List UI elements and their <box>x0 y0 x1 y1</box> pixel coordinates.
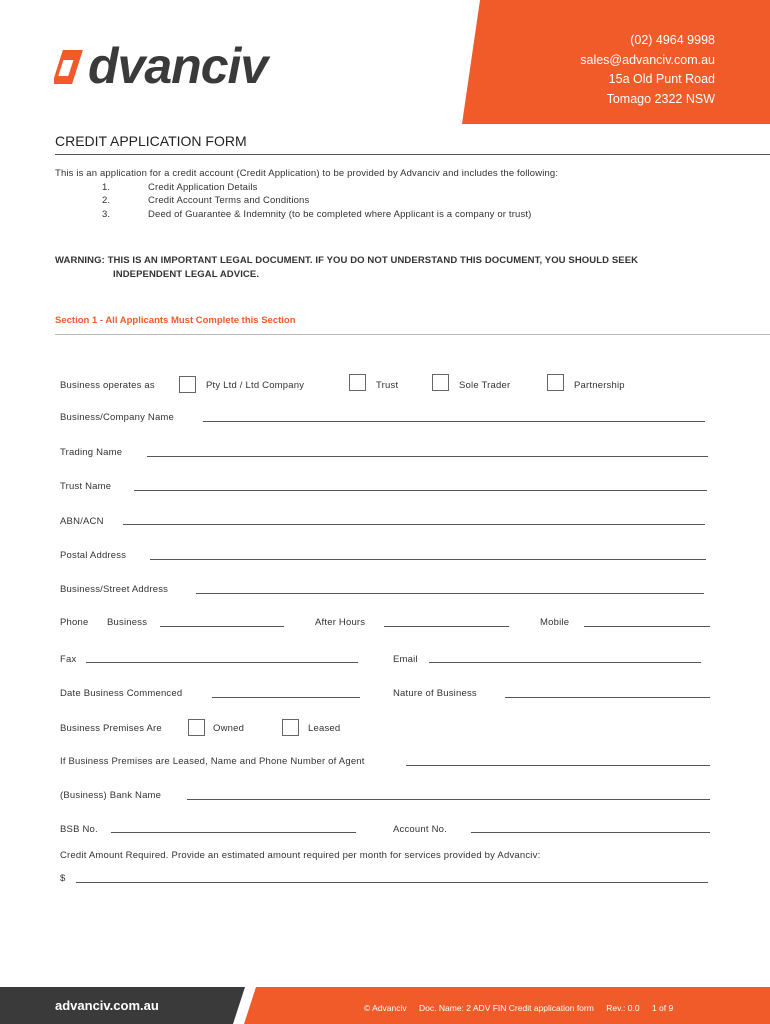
trust-name-field[interactable] <box>134 490 707 491</box>
premises-label: Business Premises Are <box>60 723 162 734</box>
logo-a-icon <box>54 42 86 90</box>
partnership-checkbox[interactable] <box>547 374 564 391</box>
owned-checkbox[interactable] <box>188 719 205 736</box>
street-address-label: Business/Street Address <box>60 584 169 595</box>
postal-address-label: Postal Address <box>60 550 127 561</box>
email-field[interactable] <box>429 662 701 663</box>
pty-ltd-checkbox[interactable] <box>179 376 196 393</box>
partnership-label: Partnership <box>574 380 625 391</box>
phone-label: Phone <box>60 617 89 628</box>
abn-field[interactable] <box>123 524 705 525</box>
mobile-label: Mobile <box>540 617 570 628</box>
trust-name-label: Trust Name <box>60 481 112 492</box>
pty-ltd-label: Pty Ltd / Ltd Company <box>206 380 305 391</box>
trust-label: Trust <box>376 380 399 391</box>
footer-page-number: 1 of 9 <box>651 1003 674 1013</box>
leased-label: Leased <box>308 723 341 734</box>
contact-email: sales@advanciv.com.au <box>580 52 715 67</box>
agent-field[interactable] <box>406 765 710 766</box>
date-commenced-label: Date Business Commenced <box>60 688 183 699</box>
sole-trader-label: Sole Trader <box>459 380 511 391</box>
intro-list <box>55 181 558 222</box>
account-number-label: Account No. <box>393 824 447 835</box>
footer-doc-name: Doc. Name: 2 ADV FIN Credit application form <box>419 1003 594 1013</box>
owned-label: Owned <box>213 723 245 734</box>
email-label: Email <box>393 654 418 665</box>
trading-name-field[interactable] <box>147 456 708 457</box>
dollar-sign: $ <box>60 873 66 884</box>
bsb-field[interactable] <box>111 832 356 833</box>
legal-warning: WARNING: THIS IS AN IMPORTANT LEGAL DOCUMENT. IF YOU DO NOT UNDERSTAND THIS DOCUMENT, YOU SHOULD SEEK INDEPENDENT LEGAL ADVICE. <box>55 255 639 280</box>
postal-address-field[interactable] <box>150 559 706 560</box>
sole-trader-checkbox[interactable] <box>432 374 449 391</box>
mobile-field[interactable] <box>584 626 710 627</box>
contact-phone: (02) 4964 9998 <box>630 33 715 47</box>
page-title: CREDIT APPLICATION FORM <box>55 133 247 149</box>
business-operates-label: Business operates as <box>60 380 155 391</box>
title-divider <box>55 154 770 155</box>
contact-block <box>580 31 715 109</box>
after-hours-field[interactable] <box>384 626 509 627</box>
after-hours-label: After Hours <box>315 617 366 628</box>
logo-wordmark: dvanciv <box>88 38 268 94</box>
footer-website: advanciv.com.au <box>55 998 159 1013</box>
street-address-field[interactable] <box>196 593 704 594</box>
section-divider <box>55 334 770 335</box>
account-number-field[interactable] <box>471 832 710 833</box>
agent-label: If Business Premises are Leased, Name and Phone Number of Agent <box>60 756 365 767</box>
trading-name-label: Trading Name <box>60 447 123 458</box>
abn-label: ABN/ACN <box>60 516 104 527</box>
phone-business-label: Business <box>107 617 148 628</box>
leased-checkbox[interactable] <box>282 719 299 736</box>
phone-business-field[interactable] <box>160 626 284 627</box>
contact-address-line1: 15a Old Punt Road <box>608 72 715 86</box>
fax-label: Fax <box>60 654 77 665</box>
footer-meta <box>364 1003 683 1013</box>
nature-of-business-label: Nature of Business <box>393 688 477 699</box>
credit-amount-field[interactable] <box>76 882 708 883</box>
footer-revision: Rev.: 0.0 <box>606 1003 640 1013</box>
bank-name-field[interactable] <box>187 799 710 800</box>
bank-name-label: (Business) Bank Name <box>60 790 162 801</box>
footer-copyright: © Advanciv <box>364 1003 407 1013</box>
company-name-label: Business/Company Name <box>60 412 175 423</box>
list-item: 3. Deed of Guarantee & Indemnity (to be completed where Applicant is a company or trust) <box>102 208 532 220</box>
credit-amount-label: Credit Amount Required. Provide an estimated amount required per month for services provided by Advanciv: <box>60 850 541 861</box>
intro-block <box>55 167 558 221</box>
advanciv-logo <box>54 36 267 96</box>
list-item: 1. Credit Application Details <box>102 181 258 193</box>
bsb-label: BSB No. <box>60 824 98 835</box>
company-name-field[interactable] <box>203 421 705 422</box>
fax-field[interactable] <box>86 662 358 663</box>
intro-text: This is an application for a credit account (Credit Application) to be provided by Advanciv and includes the following: <box>55 168 559 179</box>
trust-checkbox[interactable] <box>349 374 366 391</box>
list-item: 2. Credit Account Terms and Conditions <box>102 195 310 206</box>
contact-address-line2: Tomago 2322 NSW <box>606 91 715 106</box>
section-1-title: Section 1 - All Applicants Must Complete this Section <box>55 315 296 326</box>
nature-of-business-field[interactable] <box>505 697 710 698</box>
date-commenced-field[interactable] <box>212 697 360 698</box>
